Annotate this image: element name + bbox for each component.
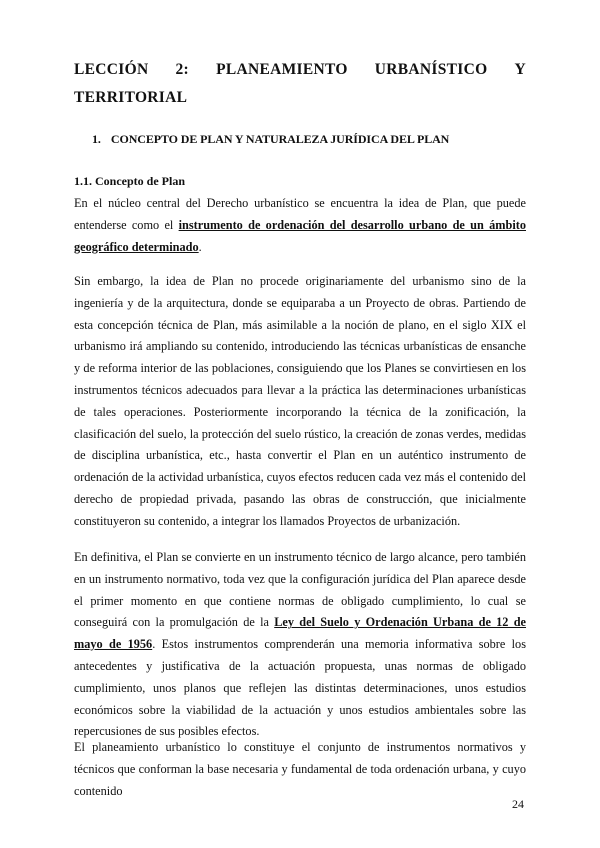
title-word: LECCIÓN bbox=[74, 61, 149, 78]
title-word: PLANEAMIENTO bbox=[216, 61, 348, 78]
paragraph-normative bbox=[74, 547, 526, 743]
paragraph-text: . Estos instrumentos comprenderán una memoria informativa sobre los antecedentes y justificativa de la actuación propuesta, unas normas de obligado cumplimiento, unos planos que reflejen las distintas determinaciones, unos estudios económicos sobre la viabilidad de la actuación y unos estudios ambientales sobre las repercusiones de sus posibles efectos. bbox=[74, 637, 526, 739]
emphasized-law-reference: Ley del Suelo y Ordenación Urbana de 12 de mayo de 1956 bbox=[74, 615, 527, 652]
paragraph-text: . bbox=[198, 239, 202, 254]
title-word: 2: bbox=[175, 61, 190, 78]
paragraph-history: Sin embargo, la idea de Plan no procede originariamente del urbanismo sino de la ingeniería y de la arquitectura, donde se equiparaba a un Proyecto de obras. Partiendo de esta concepción técnica de Plan, más asimilable a la noción de plano, en el siglo XIX el urbanismo irá ampliando su contenido, introduciendo las técnicas urbanísticas de ensanche y de reforma interior de las poblaciones, consiguiendo que los Planes se convirtiesen en los instrumentos técnicos adecuados para llevar a la práctica las determinaciones urbanísticas de tales operaciones. Posteriormente incorporando la técnica de la zonificación, la clasificación del suelo, la protección del suelo rústico, la creación de zonas verdes, medidas de disciplina urbanística, etc., hasta convertir el Plan en un auténtico instrumento de ordenación de la actividad urbanística, cuyos efectos reducen cada vez más el contenido del derecho de propiedad privada, pasando las obras de construcción, que inicialmente constituyeron su contenido, a integrar los llamados Proyectos de urbanización. bbox=[74, 274, 526, 528]
title-word: URBANÍSTICO bbox=[374, 61, 488, 78]
paragraph-text: En definitiva, el Plan se convierte en un instrumento técnico de largo alcance, pero también en un instrumento normativo, toda vez que la configuración jurídica del Plan aparece desde el primer momento en que contiene normas de obligado cumplimiento, lo cual se conseguirá con la promulgación de la bbox=[74, 550, 526, 630]
title-word: Y bbox=[514, 61, 526, 78]
subsection-heading: 1.1. Concepto de Plan bbox=[74, 174, 185, 188]
section-title: CONCEPTO DE PLAN Y NATURALEZA JURÍDICA DEL PLAN bbox=[110, 132, 450, 146]
lesson-title-line-2: TERRITORIAL bbox=[74, 89, 188, 106]
lesson-title bbox=[74, 56, 526, 112]
page-number: 24 bbox=[512, 797, 524, 811]
lesson-title-line-1 bbox=[74, 56, 526, 84]
emphasized-definition: instrumento de ordenación del desarrollo urbano de un ámbito geográfico determinado bbox=[74, 217, 526, 254]
section-number: 1. bbox=[92, 132, 101, 146]
section-heading bbox=[92, 132, 449, 147]
paragraph-definition bbox=[74, 193, 526, 258]
paragraph-planning: El planeamiento urbanístico lo constituye el conjunto de instrumentos normativos y técnicos que conforman la base necesaria y fundamental de toda ordenación urbana, y cuyo contenido bbox=[74, 740, 526, 798]
paragraph-text: En el núcleo central del Derecho urbanístico se encuentra la idea de Plan, que puede entenderse como el bbox=[74, 196, 526, 232]
